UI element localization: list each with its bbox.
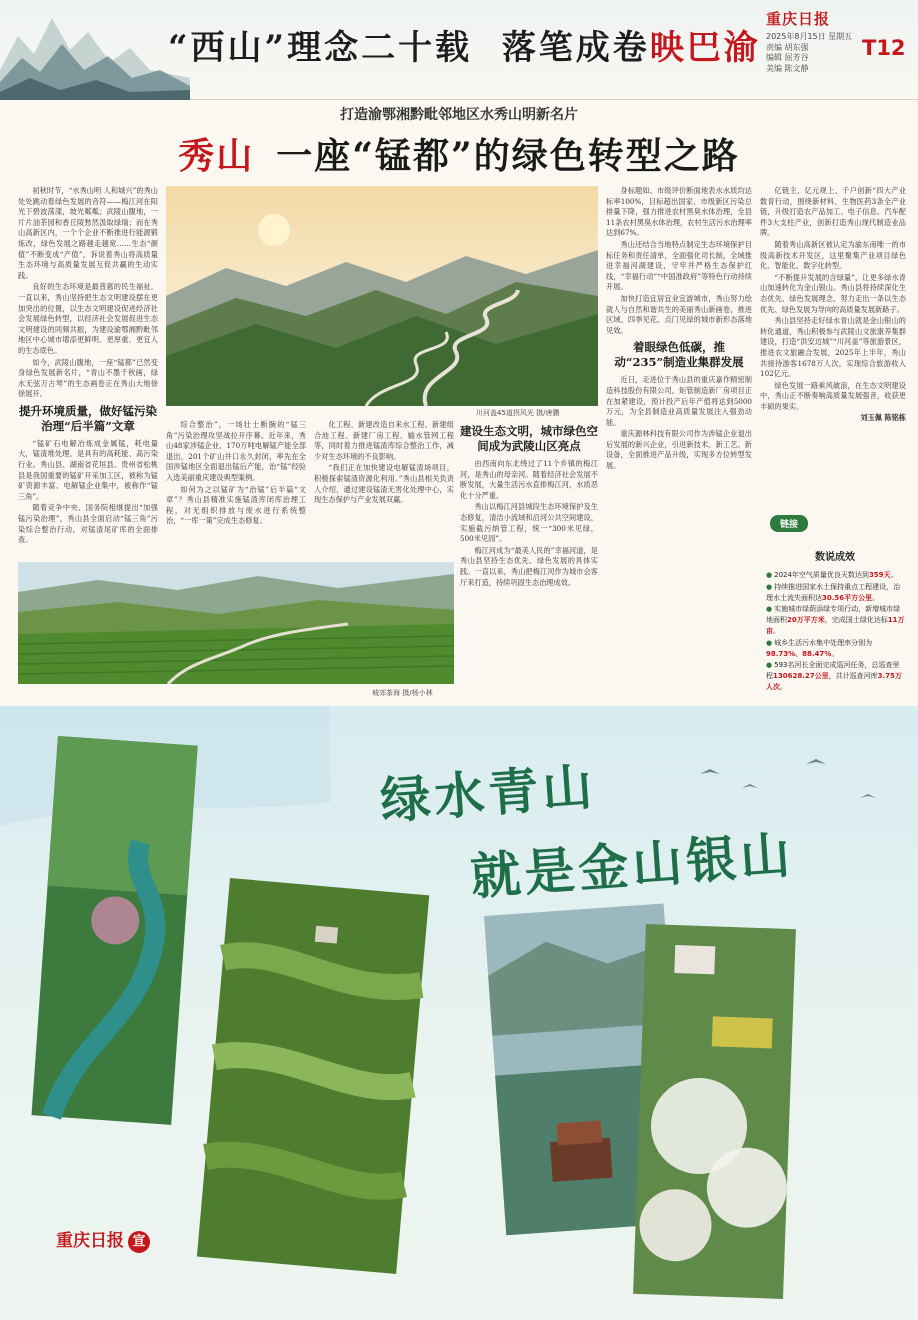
seal-icon: 宣: [128, 1231, 150, 1253]
fact-item: ● 593名河长全面完成巡河任务，总巡查里程130628.27公里，共计巡查河库3.75万人次。: [766, 661, 902, 691]
headline-title: 一座“锰都”的绿色转型之路: [276, 135, 740, 177]
article-paragraph: 如今，武陵山腹地，一座“锰都”已然变身绿色发展新名片，“青山不墨千秋画，绿水无弦万古琴”的生态画卷正在秀山大地徐徐展开。: [18, 357, 158, 399]
editor-line: 美编 陈文静: [766, 63, 809, 73]
ink-mountains-art: [0, 0, 190, 100]
article-paragraph: 重庆源林科技有限公司作为涉锰企业退出后发展的新兴企业，引进新技术、新工艺、新设备，全面推进产品升级，实现多方位转型发展。: [606, 429, 752, 471]
sidebar-header: [770, 512, 900, 532]
link-badge: 链接: [770, 515, 808, 532]
article-column: [460, 420, 598, 696]
article-paragraph: 随着竞争中央、国务院相继提出“加强锰污染治理”，秀山县全面启动“锰三角”污染综合整治行动，对锰渣尾矿库的全面排查。: [18, 503, 158, 545]
page-number: T12: [862, 36, 906, 60]
photo-caption: 城郊茶海 摄/杨小林: [372, 689, 433, 697]
poster-section: [0, 706, 918, 1320]
editor-line: 编辑 屈芳谷: [766, 53, 809, 62]
article-paragraph: 亿链主、亿元规上、千户创新“四大产业数育行动，围绕新材料、生物医药3条全产业链，升级打造农产品加工、电子信息、汽车配件3大支柱产业，创新打造秀山现代制造业品牌。: [760, 186, 906, 238]
article-column: [606, 186, 752, 696]
headline-kicker: 打造渝鄂湘黔毗邻地区水秀山明新名片: [340, 107, 578, 123]
issue-date: 2025年8月15日 星期五: [766, 32, 853, 41]
article-paragraph: “我们正在加快建设电解锰渣场项目，积极探索锰渣资源化利用。”秀山县相关负责人介绍，通过建设锰渣无害化处理中心，实现生态保护与产业发展双赢。: [314, 463, 454, 505]
masthead: [0, 0, 918, 100]
article-column: [314, 420, 454, 556]
sidebar-title: 数说成效: [815, 552, 855, 563]
article-paragraph: 秀山以梅江河县城段生态环境保护及生态修复，清洁小流域和沿河公共空间建设，实施截污纳管工程，统一“300米见绿，500米见园”。: [460, 502, 598, 544]
newspaper-logo: [56, 1226, 150, 1253]
poster-slogan: 绿水青山: [378, 756, 599, 831]
photo-caption: 川河盖45道拐风光 摄/唐鹏: [476, 409, 560, 417]
article-column: [760, 186, 906, 504]
article-paragraph: 如何为之以锰矿为“治锰”后半篇“文章”？秀山县精准实施锰渣库闭库治理工程，对无组织排放与废水进行系统整治，“一库一策”完成生态修复。: [166, 484, 306, 526]
article-column: [18, 186, 158, 556]
article-paragraph: 身标题如、市级评价断面地表水水质均达标率100%，目标超出国家、市级新区污染总排量下降，强力推进农村黑臭水体治理，全县11条农村黑臭水体治理，农村生活污水治理率达到67%。: [606, 186, 752, 238]
photo-mountain-road: [166, 186, 598, 406]
article-paragraph: 良好的生态环境是最普惠的民生福祉。一直以来，秀山坚持把生态文明建设摆在更加突出的位置，以生态文明建设促进经济社会发展绿色转型，以经济社会发展促进生态文明建设的同频共振，为建设渝鄂湘黔毗邻地区中心城市增添更鲜明、更厚重、更宜人的生态底色。: [18, 282, 158, 355]
supplement-title: “西山”理念二十载 落笔成卷映巴渝: [168, 28, 761, 68]
article-paragraph: 综合整治”，一场壮士断腕的“锰三角”污染治理攻坚战拉开序幕。近年来，秀山48家涉锰企业、170万吨电解锰产能全部退出，201个矿山井口永久封闭，率先在全国涉锰地区全面退出锰后产能，治“锰”经验入选美丽重庆建设典型案例。: [166, 420, 306, 482]
issue-info: [766, 32, 852, 74]
fact-item: ● 城乡生活污水集中处理率分别为98.73%、88.47%。: [766, 638, 873, 658]
article-paragraph: 化工程、新建改造自来水工程、新建组合池工程、新建厂房工程、输水管网工程等，同时着力推进锰渣库综合整治工作，减少对生态环境的不良影响。: [314, 420, 454, 461]
section-subhead: 着眼绿色低碳，推动“235”制造业集群发展: [614, 340, 744, 370]
article-paragraph: “不断提升发展的含绿量”，让更多绿水青山加速转化为金山银山。秀山县将持续深化生态优先、绿色发展理念，努力走出一条以生态优先、绿色发展为导向的高质量发展新路子。: [760, 272, 906, 314]
headline-place: 秀山: [178, 135, 255, 177]
article-paragraph: 初秋时节，“水秀山明 人和城兴”的秀山处处跳动着绿色发展的音符——梅江河在阳光下碧波荡漾，坡光粼粼；武陵山腹地，一片片油茶园和香丘陵愁然汲取绿瑞；而在秀山高新区内，一个个企业不断推进行能源锻炼改，绿色发展之路越走越宽……生态“颜值”不断变成“产值”，诉说着秀山将高质量生态环境与高质量发展互促共赢的生动实践。: [18, 186, 158, 280]
article-paragraph: 加快打造宜居宜业宜游城市，秀山努力绘就人与自然和谐共生的美丽秀山新画卷，推进区域、四季见花、点门见绿的城市新形态落地见效。: [606, 293, 752, 335]
facts-list: [766, 570, 906, 694]
fact-item: ● 2024年空气质量优良天数达到359天。: [766, 571, 898, 579]
article-paragraph: 绿色发展一路乘风破浪，在生态文明建设中，秀山正不断奏响高质量发展强音，收获更丰硕的果实。: [760, 380, 906, 411]
headline: [0, 128, 918, 179]
fact-item: ● 持续推进国家水土保持重点工程建设，治理水土流失面积达30.56平方公里。: [766, 582, 901, 602]
article-paragraph: 由西南向东北绕过了11个乡镇的梅江河，是秀山的母亲河。随着经济社会发展不断发展，大量生活污水直排梅江河，水质恶化十分严重。: [460, 459, 598, 500]
newspaper-brand: 重庆日报: [766, 10, 831, 28]
section-subhead: 建设生态文明，城市绿色空间成为武陵山区亮点: [460, 424, 598, 453]
byline: 刘玉佩 陈铭栋: [860, 413, 906, 423]
photo-tea-fields: [18, 562, 454, 684]
editor-line: 责编 胡东强: [766, 42, 809, 52]
article-column: [166, 420, 306, 556]
article-paragraph: “锰矿石电解冶炼成金属锰，耗电量大，锰渣堆处理，是具有的高耗能、高污染行业。秀山县、湖南省花垣县、贵州省松桃县是我国重要的锰矿开采加工区，被称为锰矿资源丰富、电解锰企业集中，被称作“锰三角”。: [18, 438, 158, 501]
fact-item: ● 实施城市绿荫添绿专项行动，新增城市绿地面积20万平方米，完成国土绿化达标11万亩。: [766, 605, 905, 635]
logo-text: 重庆日报: [56, 1231, 124, 1251]
article-paragraph: 秀山还结合当地特点制定生态环境保护目标任务和责任清单，全面强化司长制，全域推进幸福河湖建设，守牢并严格生态保护红线，“幸福行动”“中国准政府”等特色行动持续开展。: [606, 239, 752, 292]
article-paragraph: 随着秀山高新区被认定为渝东南唯一的市级高新技术开发区，这里聚集产业项目绿色化、智能化、数字化转型。: [760, 239, 906, 271]
article-paragraph: 梅江河成为“最美人民的”幸福河道，是秀山县坚持生态优先、绿色发展的具体实践。一直以来，秀山把梅江河作为城市会客厅来打造，持续巩固生态治理成效。: [460, 545, 598, 587]
poster-slogan: 就是金山银山: [468, 824, 796, 907]
section-subhead: 提升环境质量，做好锰污染治理“后半篇”文章: [19, 403, 157, 433]
article-paragraph: 近日，走进位于秀山县的重庆嘉作精密制造科技股份有限公司，矩管制造新厂房项目正在加紧建设，预计投产后年产值将达到5000万元，为全县制造业高质量发展注入强劲动能。: [606, 375, 752, 427]
article-paragraph: 秀山县坚持走好绿水青山就是金山银山的转化通道，秀山积极参与武陵山文旅康养集群建设，打造“洪安边城”“川河盖”等旅游景区，推进农文旅融合发展，2025年上半年，秀山共接待游客1678万人次，实现综合旅游收入102亿元。: [760, 316, 906, 379]
